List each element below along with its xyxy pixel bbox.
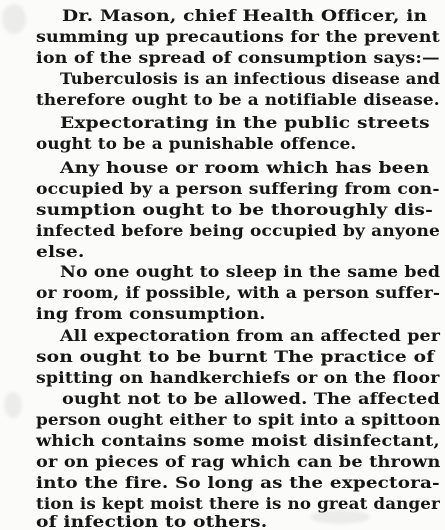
article-line: Any house or room which has been: [60, 158, 430, 177]
article-line: ion of the spread of consumption says:—: [36, 48, 440, 67]
article-line: spitting on handkerchiefs or on the floor: [36, 368, 440, 387]
article-line: ought to be a punishable offence.: [36, 134, 357, 153]
article-line: ought not to be allowed. The affected: [62, 389, 440, 408]
article-line: tion is kept moist there is no great danger: [36, 494, 441, 513]
article-line: else.: [36, 242, 85, 261]
article-line: ing from consumption.: [36, 304, 266, 323]
article-line: Expectorating in the public streets: [60, 113, 430, 132]
article-line: Tuberculosis is an infectious disease and: [60, 69, 440, 88]
article-line: of infection to others.: [36, 512, 268, 530]
article-line: person ought either to spit into a spittoon: [36, 410, 441, 429]
article-line: or on pieces of rag which can be thrown: [36, 452, 441, 471]
article-line: infected before being occupied by anyone: [36, 221, 441, 240]
article-line: summing up precautions for the prevent: [36, 27, 440, 46]
article-line: or room, if possible, with a person suffer-: [36, 283, 441, 302]
article-line: therefore ought to be a notifiable disease.: [36, 90, 440, 109]
article-line: sumption ought to be thoroughly dis-: [36, 200, 433, 219]
article-line: son ought to be burnt The practice of: [36, 347, 435, 366]
print-smudge: [4, 392, 22, 418]
article-line: into the fire. So long as the expectora-: [36, 473, 440, 492]
article-line: All expectoration from an affected per: [60, 326, 441, 345]
print-smudge: [2, 4, 26, 34]
article-line: which contains some moist disinfectant,: [36, 431, 440, 450]
article-line: Dr. Mason, chief Health Officer, in: [62, 6, 428, 25]
article-line: occupied by a person suffering from con-: [36, 179, 440, 198]
article-line: No one ought to sleep in the same bed: [60, 262, 441, 281]
